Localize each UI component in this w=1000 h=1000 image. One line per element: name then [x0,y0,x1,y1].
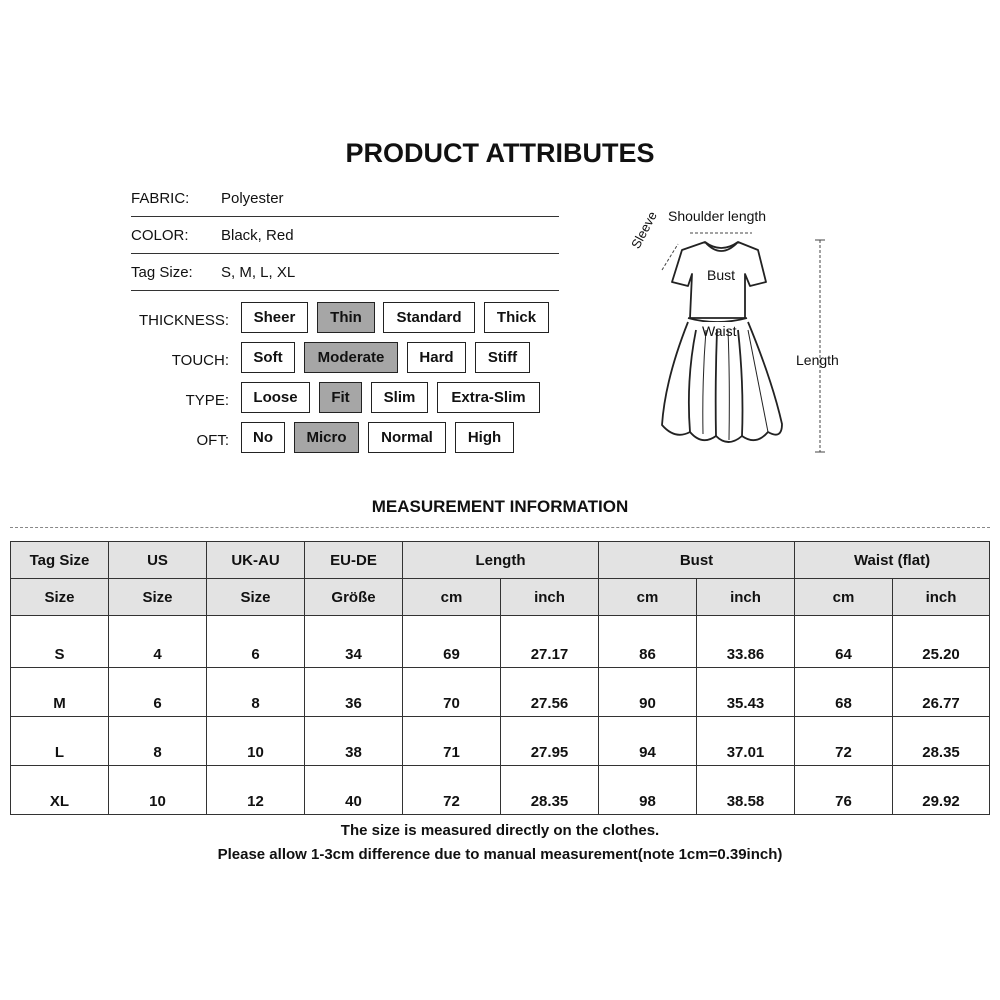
dashed-divider [10,527,990,528]
page-title: PRODUCT ATTRIBUTES [345,138,655,168]
table-cell: 29.92 [893,766,990,815]
table-cell: 12 [207,766,305,815]
table-cell: 28.35 [501,766,599,815]
subheader-cell: cm [795,579,893,616]
color-value: Black, Red [221,227,294,244]
table-row [11,766,990,815]
note-measured: The size is measured directly on the clothes. [340,822,660,839]
subheader-cell: inch [893,579,990,616]
table-cell: M [11,668,109,717]
subheader-cell: Größe [305,579,403,616]
subheader-cell: Size [207,579,305,616]
measurement-table [10,541,990,815]
subheader-cell: inch [501,579,599,616]
header-cell: UK-AU [207,542,305,579]
thickness-label: THICKNESS: [138,312,229,329]
divider [131,253,559,254]
oft-option-micro[interactable]: Micro [294,422,359,453]
header-cell: Tag Size [11,542,109,579]
length-label: Length [796,352,839,368]
table-cell: 33.86 [697,616,795,668]
table-cell: 6 [207,616,305,668]
oft-option-normal[interactable]: Normal [368,422,446,453]
waist-label: Waist [702,323,737,339]
table-cell: 72 [795,717,893,766]
subheader-cell: Size [11,579,109,616]
subheader-cell: Size [109,579,207,616]
subheader-cell: cm [599,579,697,616]
table-row [11,668,990,717]
table-cell: L [11,717,109,766]
table-cell: 25.20 [893,616,990,668]
measurement-title: MEASUREMENT INFORMATION [371,497,629,516]
header-cell: EU-DE [305,542,403,579]
dress-diagram [620,200,860,460]
table-cell: 68 [795,668,893,717]
touch-option-stiff[interactable]: Stiff [475,342,530,373]
table-cell: 8 [207,668,305,717]
table-cell: 10 [109,766,207,815]
divider [131,216,559,217]
header-cell: Bust [599,542,795,579]
thickness-option-standard[interactable]: Standard [383,302,475,333]
bust-label: Bust [707,267,736,283]
oft-label: OFT: [196,432,229,449]
sleeve-label: Sleeve [628,208,660,252]
type-option-extra-slim[interactable]: Extra-Slim [437,382,540,413]
tag-size-label: Tag Size: [131,264,193,281]
table-cell: 71 [403,717,501,766]
table-cell: 86 [599,616,697,668]
fabric-value: Polyester [221,190,284,207]
table-cell: 37.01 [697,717,795,766]
table-cell: 27.95 [501,717,599,766]
type-label: TYPE: [185,392,229,409]
oft-option-high[interactable]: High [455,422,514,453]
table-cell: 6 [109,668,207,717]
touch-option-moderate[interactable]: Moderate [304,342,398,373]
subheader-cell: cm [403,579,501,616]
color-label: COLOR: [131,227,189,244]
table-cell: 38.58 [697,766,795,815]
table-subheader-row [11,579,990,616]
shoulder-length-label: Shoulder length [668,208,767,224]
touch-label: TOUCH: [171,352,229,369]
table-cell: S [11,616,109,668]
thickness-option-thick[interactable]: Thick [484,302,549,333]
tag-size-value: S, M, L, XL [221,264,296,281]
note-allowance: Please allow 1-3cm difference due to manual measurement(note 1cm=0.39inch) [217,846,783,863]
thickness-option-thin[interactable]: Thin [317,302,375,333]
table-cell: 10 [207,717,305,766]
table-cell: 98 [599,766,697,815]
table-cell: 40 [305,766,403,815]
table-cell: 35.43 [697,668,795,717]
thickness-option-sheer[interactable]: Sheer [241,302,308,333]
table-cell: XL [11,766,109,815]
subheader-cell: inch [697,579,795,616]
table-cell: 72 [403,766,501,815]
touch-option-hard[interactable]: Hard [407,342,466,373]
table-cell: 4 [109,616,207,668]
table-cell: 27.56 [501,668,599,717]
table-row [11,717,990,766]
header-cell: Waist (flat) [795,542,990,579]
type-option-loose[interactable]: Loose [241,382,310,413]
table-cell: 90 [599,668,697,717]
table-cell: 8 [109,717,207,766]
table-cell: 36 [305,668,403,717]
table-cell: 70 [403,668,501,717]
table-cell: 26.77 [893,668,990,717]
table-row [11,616,990,668]
table-cell: 27.17 [501,616,599,668]
table-cell: 76 [795,766,893,815]
type-option-fit[interactable]: Fit [319,382,362,413]
divider [131,290,559,291]
fabric-label: FABRIC: [131,190,190,207]
table-header-row [11,542,990,579]
table-cell: 34 [305,616,403,668]
header-cell: US [109,542,207,579]
type-option-slim[interactable]: Slim [371,382,428,413]
oft-option-no[interactable]: No [241,422,285,453]
table-cell: 69 [403,616,501,668]
table-cell: 94 [599,717,697,766]
table-cell: 38 [305,717,403,766]
touch-option-soft[interactable]: Soft [241,342,295,373]
table-cell: 28.35 [893,717,990,766]
header-cell: Length [403,542,599,579]
table-cell: 64 [795,616,893,668]
